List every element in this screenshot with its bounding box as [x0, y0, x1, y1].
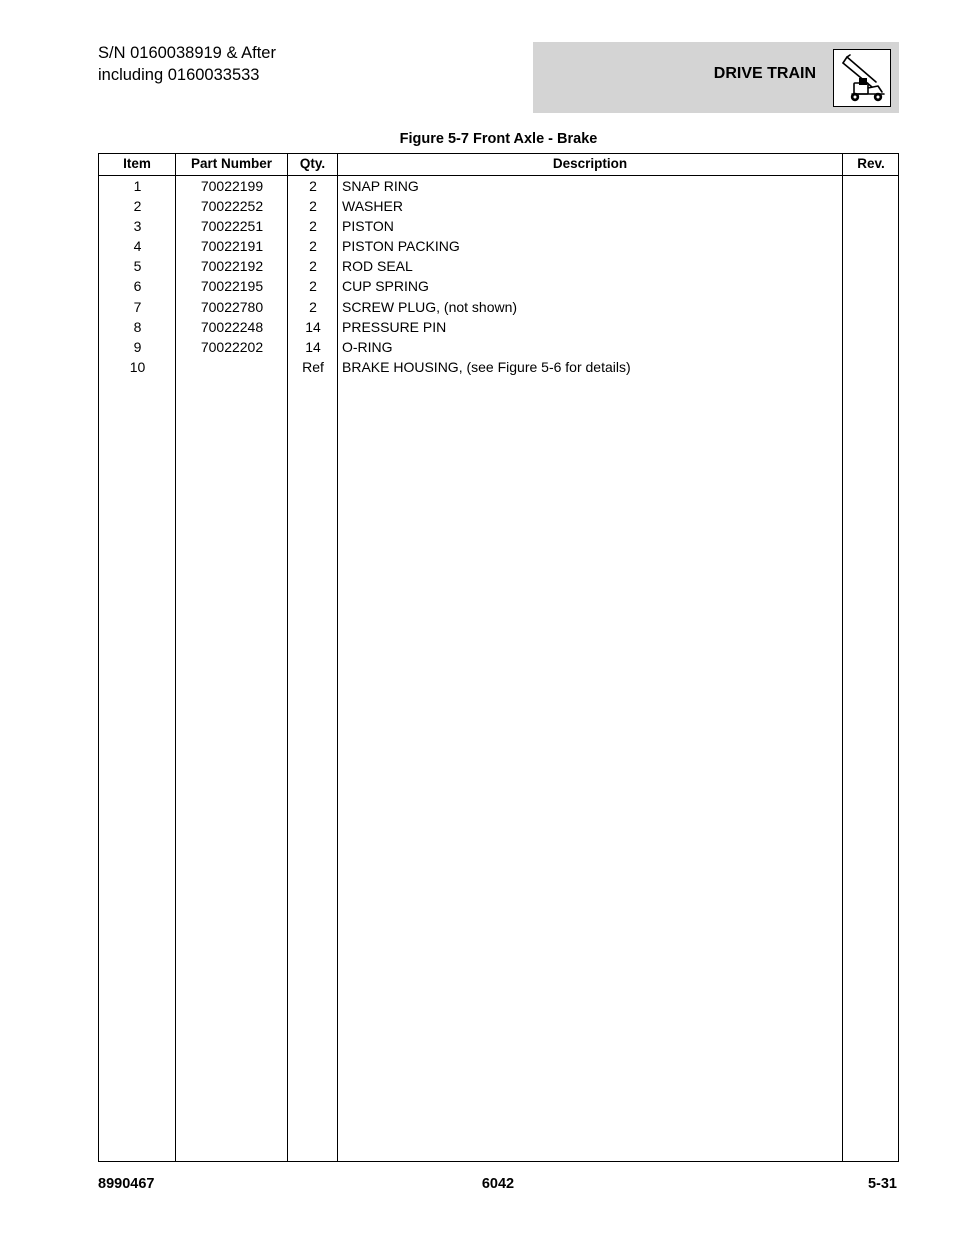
part-number-cell: 70022252	[200, 198, 264, 215]
part-number-cell	[176, 357, 288, 377]
part-number-cell: 70022780	[200, 298, 264, 315]
table-row	[99, 317, 898, 337]
item-cell: 10	[129, 358, 146, 375]
rev-cell	[843, 236, 899, 256]
column-header-part-number: Part Number	[190, 156, 273, 171]
footer-model: 6042	[481, 1176, 515, 1192]
qty-cell: 2	[309, 178, 317, 194]
table-row	[99, 357, 898, 377]
rev-cell	[843, 196, 899, 216]
part-number-cell: 70022202	[200, 338, 264, 355]
item-cell: 9	[133, 338, 142, 355]
footer-doc-number: 8990467	[98, 1176, 155, 1192]
qty-cell: 2	[309, 198, 317, 215]
rev-cell	[843, 216, 899, 236]
rev-cell	[843, 256, 899, 276]
table-row	[99, 337, 898, 357]
description-cell: PISTON	[342, 218, 394, 235]
qty-cell: 2	[309, 218, 317, 235]
serial-line-2: including 0160033533	[98, 66, 260, 84]
rev-cell	[843, 276, 899, 296]
qty-cell: 14	[305, 338, 321, 355]
table-row	[99, 216, 898, 236]
qty-cell: 2	[309, 258, 317, 275]
part-number-cell: 70022248	[200, 318, 264, 335]
rev-cell	[843, 317, 899, 337]
part-number-cell: 70022251	[200, 218, 264, 235]
rev-cell	[843, 357, 899, 377]
description-cell: PRESSURE PIN	[342, 318, 447, 335]
table-body	[99, 176, 898, 377]
rev-cell	[843, 176, 899, 196]
column-header-qty: Qty.	[299, 156, 326, 171]
table-row	[99, 256, 898, 276]
item-cell: 1	[133, 178, 142, 194]
part-number-cell: 70022192	[200, 258, 264, 275]
item-cell: 7	[133, 298, 142, 315]
qty-cell: Ref	[302, 358, 324, 375]
rev-cell	[843, 337, 899, 357]
description-cell: SCREW PLUG, (not shown)	[342, 298, 518, 315]
item-cell: 5	[133, 258, 142, 275]
table-row	[99, 196, 898, 216]
figure-title: Figure 5-7 Front Axle - Brake	[399, 131, 598, 147]
rev-cell	[843, 297, 899, 317]
item-cell: 6	[133, 278, 142, 295]
part-number-cell: 70022195	[200, 278, 264, 295]
description-cell: ROD SEAL	[342, 258, 413, 275]
qty-cell: 14	[305, 318, 321, 335]
description-cell: O-RING	[342, 338, 393, 355]
column-header-description: Description	[552, 156, 628, 171]
item-cell: 2	[133, 198, 142, 215]
description-cell: CUP SPRING	[342, 278, 429, 295]
table-row	[99, 276, 898, 296]
part-number-cell: 70022199	[200, 178, 264, 194]
column-header-item: Item	[123, 156, 151, 171]
qty-cell: 2	[309, 238, 317, 255]
table-row	[99, 176, 898, 196]
description-cell: BRAKE HOUSING, (see Figure 5-6 for details)	[342, 358, 631, 375]
section-tab	[533, 42, 899, 113]
column-header-rev: Rev.	[857, 156, 885, 171]
table-row	[99, 236, 898, 256]
footer-page-number: 5-31	[867, 1176, 897, 1192]
serial-line-1: S/N 0160038919 & After	[98, 44, 276, 62]
description-cell: SNAP RING	[342, 178, 419, 194]
item-cell: 3	[133, 218, 142, 235]
part-number-cell: 70022191	[200, 238, 264, 255]
telehandler-icon	[833, 49, 891, 107]
serial-number-block	[98, 42, 276, 86]
qty-cell: 2	[309, 298, 317, 315]
item-cell: 8	[133, 318, 142, 335]
qty-cell: 2	[309, 278, 317, 295]
description-cell: PISTON PACKING	[342, 238, 460, 255]
parts-table	[98, 153, 899, 1162]
table-row	[99, 297, 898, 317]
section-title: DRIVE TRAIN	[713, 65, 816, 82]
item-cell: 4	[133, 238, 142, 255]
description-cell: WASHER	[342, 198, 403, 215]
